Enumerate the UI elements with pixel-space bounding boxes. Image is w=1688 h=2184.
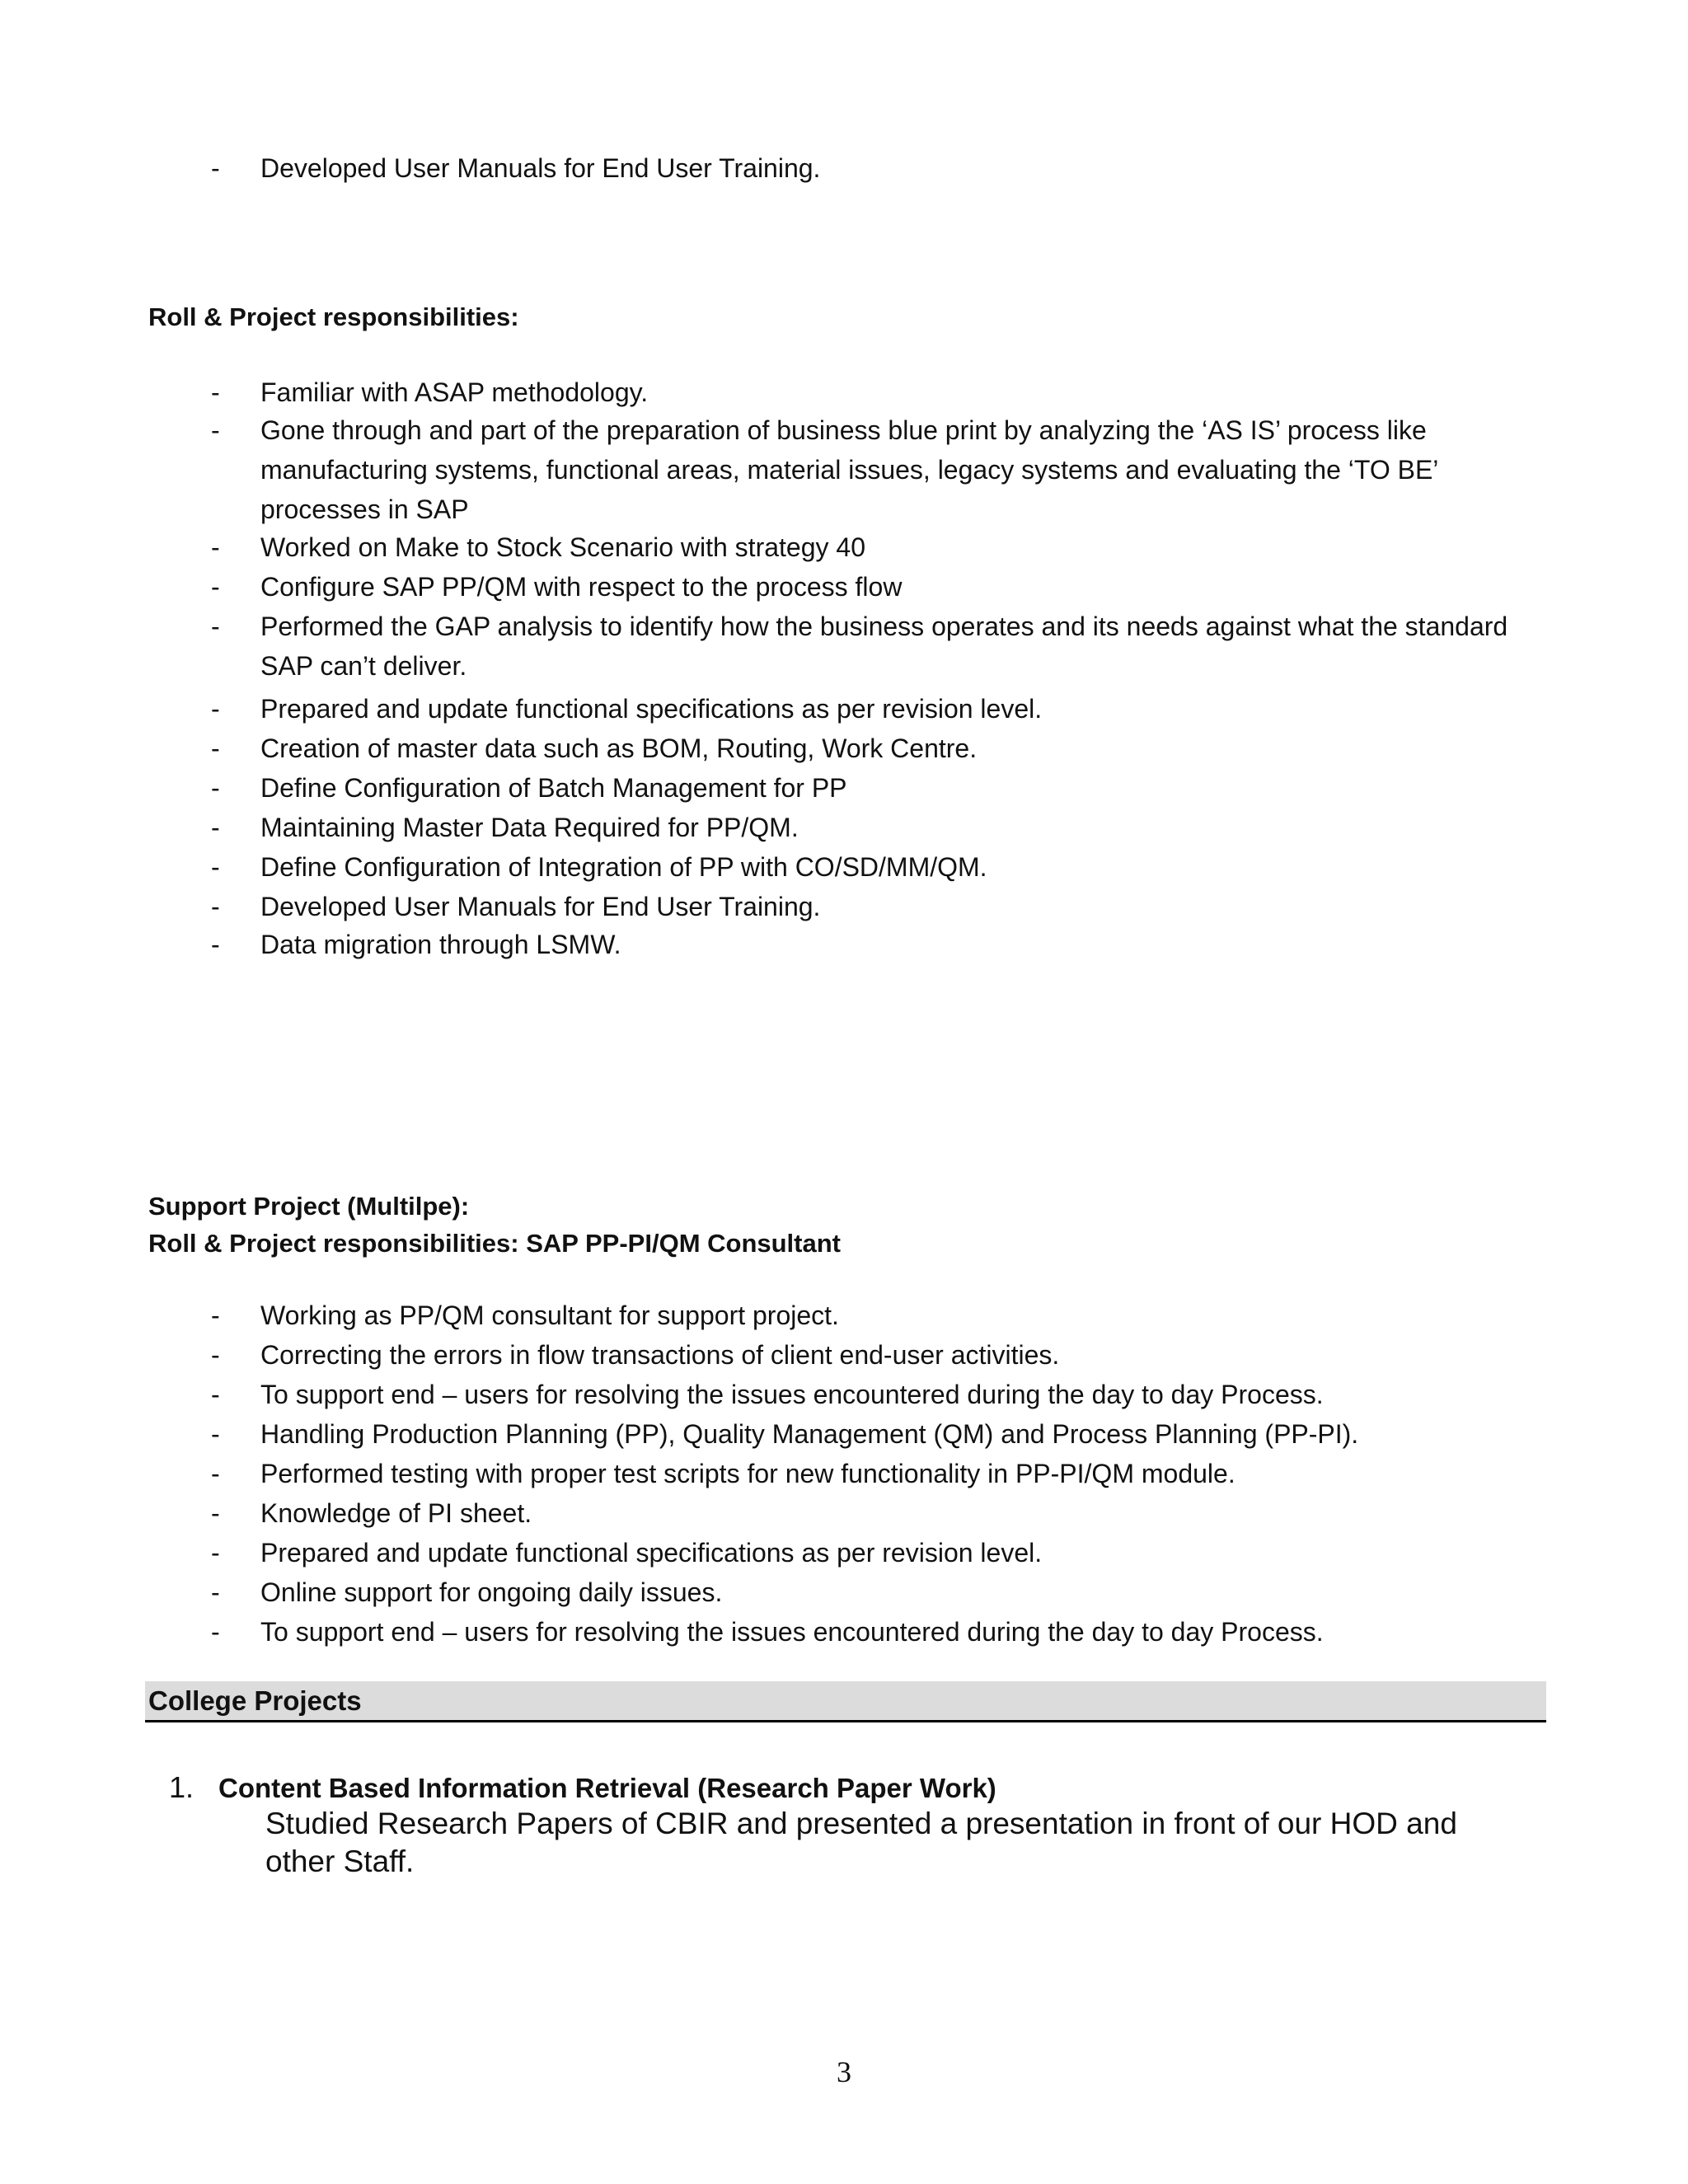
list-item-text: Performed testing with proper test scripts for new functionality in PP-PI/QM module. — [260, 1459, 1236, 1488]
bullet-dash: - — [211, 1577, 220, 1607]
bullet-dash: - — [211, 612, 220, 641]
list-item-text: Developed User Manuals for End User Training. — [260, 892, 821, 921]
bullet-dash: - — [211, 694, 220, 724]
bullet-dash: - — [211, 930, 220, 959]
bullet-dash: - — [211, 572, 220, 602]
project-description: Studied Research Papers of CBIR and presented a presentation in front of our HOD and other Staff. — [265, 1807, 1457, 1878]
bullet-dash: - — [211, 1340, 220, 1370]
bullet-dash: - — [211, 153, 220, 183]
list-item-text: Worked on Make to Stock Scenario with strategy 40 — [260, 532, 865, 562]
list-item-text: Gone through and part of the preparation of business blue print by analyzing the ‘AS IS’ process like manufacturing systems, functional areas, material issues, legacy systems and evaluating the ‘TO BE’ processes in SAP — [260, 415, 1438, 524]
project-number: 1. — [169, 1770, 195, 1804]
list-item-text: Correcting the errors in flow transactions of client end-user activities. — [260, 1340, 1060, 1370]
list-item-text: Developed User Manuals for End User Training. — [260, 153, 821, 183]
list-item-text: To support end – users for resolving the issues encountered during the day to day Process. — [260, 1617, 1324, 1647]
bullet-dash: - — [211, 1419, 220, 1449]
section-heading-roll-responsibilities: Roll & Project responsibilities: — [148, 302, 519, 331]
bullet-dash: - — [211, 1538, 220, 1568]
list-item-text: Performed the GAP analysis to identify how the business operates and its needs against what the standard SAP can’t deliver. — [260, 612, 1508, 681]
bullet-dash: - — [211, 733, 220, 763]
bullet-dash: - — [211, 1459, 220, 1488]
bullet-dash: - — [211, 532, 220, 562]
bullet-dash: - — [211, 377, 220, 407]
list-item-text: Define Configuration of Batch Management for PP — [260, 773, 847, 803]
list-item-text: Creation of master data such as BOM, Routing, Work Centre. — [260, 733, 978, 763]
bullet-dash: - — [211, 813, 220, 842]
section-heading-support-project: Support Project (Multilpe): — [148, 1192, 470, 1221]
list-item-text: Prepared and update functional specifications as per revision level. — [260, 1538, 1043, 1568]
college-projects-title: College Projects — [148, 1685, 362, 1716]
bullet-dash: - — [211, 415, 220, 445]
section-heading-consultant-role: Roll & Project responsibilities: SAP PP-PI/QM Consultant — [148, 1229, 841, 1258]
bullet-dash: - — [211, 1301, 220, 1330]
list-item-text: Handling Production Planning (PP), Quality Management (QM) and Process Planning (PP-PI). — [260, 1419, 1359, 1449]
bullet-dash: - — [211, 892, 220, 921]
bullet-dash: - — [211, 1380, 220, 1409]
list-item-text: Maintaining Master Data Required for PP/QM. — [260, 813, 799, 842]
list-item-text: Define Configuration of Integration of PP with CO/SD/MM/QM. — [260, 852, 987, 882]
list-item-text: Knowledge of PI sheet. — [260, 1498, 532, 1528]
list-item-text: Data migration through LSMW. — [260, 930, 621, 959]
list-item-text: Configure SAP PP/QM with respect to the process flow — [260, 572, 903, 602]
bullet-dash: - — [211, 852, 220, 882]
bullet-dash: - — [211, 1617, 220, 1647]
list-item-text: To support end – users for resolving the issues encountered during the day to day Process. — [260, 1380, 1324, 1409]
bullet-dash: - — [211, 773, 220, 803]
page-number: 3 — [837, 2055, 851, 2088]
list-item-text: Working as PP/QM consultant for support project. — [260, 1301, 839, 1330]
list-item-text: Prepared and update functional specifications as per revision level. — [260, 694, 1043, 724]
college-projects-header — [145, 1681, 1546, 1722]
list-item-text: Online support for ongoing daily issues. — [260, 1577, 723, 1607]
list-item-text: Familiar with ASAP methodology. — [260, 377, 649, 407]
bullet-dash: - — [211, 1498, 220, 1528]
project-title: Content Based Information Retrieval (Research Paper Work) — [218, 1773, 996, 1803]
